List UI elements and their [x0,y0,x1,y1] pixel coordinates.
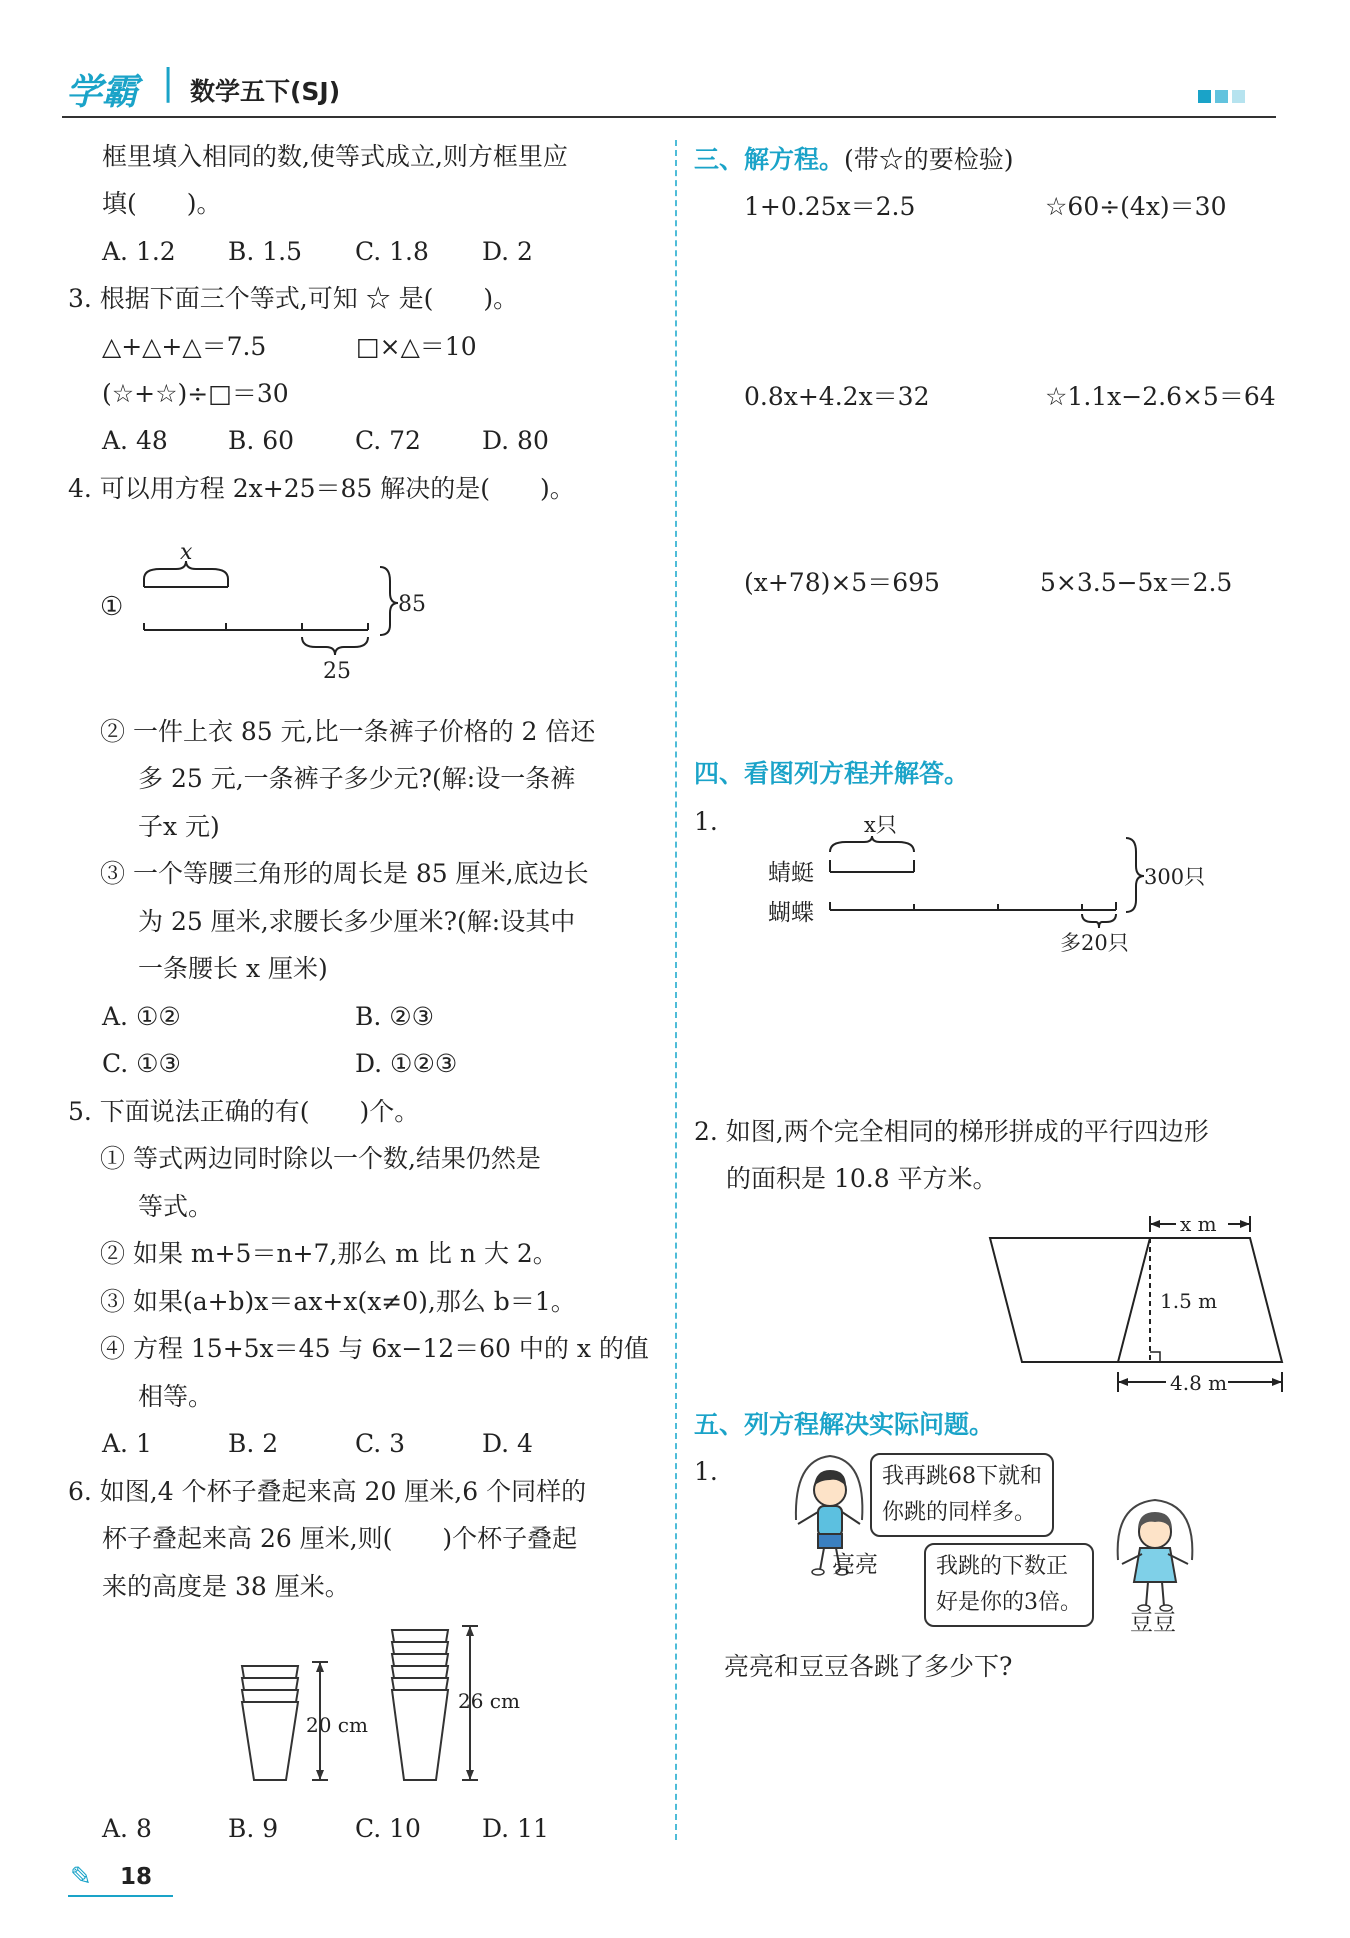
q5-stem: 5. 下面说法正确的有( )个。 [68,1097,420,1126]
20-brace [1082,914,1116,928]
q5-s4-line1: ④ 方程 15+5x＝45 与 6x−12＝60 中的 x 的值 [100,1334,649,1363]
cup-stack-6 [392,1630,448,1780]
footer-rule [68,1895,173,1897]
q2-option-d: D. 2 [482,237,533,266]
bubble1-line2: 你跳的同样多。 [882,1500,1037,1525]
section3-subtitle: (带☆的要检验) [844,145,1014,174]
q4-fig-85-label: 85 [398,592,426,617]
q4-fig-marker: ① [100,592,124,622]
q4-item3-line1: ③ 一个等腰三角形的周长是 85 厘米,底边长 [100,859,589,888]
q4-item3-line2: 为 25 厘米,求腰长多少厘米?(解:设其中 [138,907,576,936]
q4-item2-line2: 多 25 元,一条裤子多少元?(解:设一条裤 [138,764,576,793]
fig-300-label: 300只 [1144,865,1206,889]
q5-option-c: C. 3 [355,1429,406,1458]
fig-15-label: 1.5 m [1160,1289,1218,1313]
q4-stem: 4. 可以用方程 2x+25＝85 解决的是( )。 [68,474,575,503]
header [0,0,1350,120]
q2-option-a: A. 1.2 [102,237,176,266]
speech-bubble-girl [924,1543,1094,1627]
q4-option-a: A. ①② [102,1002,181,1031]
q5-option-d: D. 4 [482,1429,533,1458]
q5-s3: ③ 如果(a+b)x＝ax+x(x≠0),那么 b＝1。 [100,1287,576,1316]
fig-butterfly-label: 蝴蝶 [768,900,814,926]
s3-eq5: (x+78)×5＝695 [744,568,940,597]
name-liangliang: 亮亮 [832,1552,878,1578]
q6-line1: 6. 如图,4 个杯子叠起来高 20 厘米,6 个同样的 [68,1477,587,1506]
q4-segment-diagram [90,535,450,690]
name-doudou: 豆豆 [1130,1610,1176,1636]
s4-q2-parallelogram-figure [980,1210,1290,1395]
q5-option-b: B. 2 [228,1429,279,1458]
q2-line1: 框里填入相同的数,使等式成立,则方框里应 [102,142,568,171]
s3-eq1: 1+0.25x＝2.5 [744,192,916,221]
q4-item2-line3: 子x 元) [138,812,220,841]
s5-q1-number: 1. [694,1457,718,1486]
section3-title: 三、解方程。(带☆的要检验) [694,145,1014,174]
q3-option-a: A. 48 [102,426,168,455]
q2-option-c: C. 1.8 [355,237,429,266]
q4-85-brace [380,567,398,635]
trapezoid-split [1118,1238,1150,1362]
s4-q1-number: 1. [694,807,718,836]
q6-fig-20-label: 20 cm [306,1713,368,1737]
header-rule [62,116,1276,118]
q3-option-c: C. 72 [355,426,421,455]
q4-x-brace [144,561,228,579]
q4-fig-25-label: 25 [323,659,351,684]
q3-eq2: □×△＝10 [356,332,477,361]
q3-option-d: D. 80 [482,426,549,455]
fig-xm-label: x m [1180,1212,1217,1236]
q6-option-b: B. 9 [228,1814,279,1843]
s4-q2-line1: 2. 如图,两个完全相同的梯形拼成的平行四边形 [694,1117,1209,1146]
s4-q1-segment-diagram [760,808,1210,958]
cup-stack-4 [242,1666,298,1780]
q4-option-c: C. ①③ [102,1049,181,1078]
q3-eq1: △+△+△＝7.5 [102,332,267,361]
girl-illustration [1110,1490,1200,1620]
fig-48-label: 4.8 m [1170,1371,1228,1395]
fig-dragonfly-label: 蜻蜓 [768,860,814,886]
q6-line2: 杯子叠起来高 26 厘米,则( )个杯子叠起 [102,1524,578,1553]
book-title: 数学五下(SJ) [190,77,341,106]
q6-option-c: C. 10 [355,1814,421,1843]
q3-option-b: B. 60 [228,426,295,455]
speech-bubble-boy [870,1453,1054,1537]
q3-stem: 3. 根据下面三个等式,可知 ☆ 是( )。 [68,284,519,313]
q6-cups-figure [230,1622,530,1792]
bubble2-line2: 好是你的3倍。 [936,1590,1082,1615]
parallelogram-outline [990,1238,1282,1362]
q6-fig-26-label: 26 cm [458,1689,520,1713]
s3-eq4: ☆1.1x−2.6×5＝64 [1045,382,1276,411]
q4-fig-x-label: x [180,540,193,565]
q4-25-brace [302,637,368,655]
q5-s2: ② 如果 m+5＝n+7,那么 m 比 n 大 2。 [100,1239,558,1268]
header-squares [1198,88,1245,107]
fig-20-label: 多20只 [1060,931,1129,955]
header-divider: | [162,62,175,103]
q4-option-d: D. ①②③ [355,1049,458,1078]
q2-line2: 填( )。 [102,189,222,218]
q5-s1-line2: 等式。 [138,1192,214,1221]
q2-option-b: B. 1.5 [228,237,303,266]
q6-option-d: D. 11 [482,1814,549,1843]
q6-line3: 来的高度是 38 厘米。 [102,1572,350,1601]
q4-option-b: B. ②③ [355,1002,435,1031]
q4-item3-line3: 一条腰长 x 厘米) [138,954,328,983]
section5-title: 五、列方程解决实际问题。 [694,1410,995,1439]
s3-eq6: 5×3.5−5x＝2.5 [1040,568,1233,597]
page-number: 18 [120,1864,153,1890]
q5-s1-line1: ① 等式两边同时除以一个数,结果仍然是 [100,1144,541,1173]
s3-eq2: ☆60÷(4x)＝30 [1045,192,1227,221]
fig-x-label: x只 [864,813,897,837]
x-brace [830,836,914,852]
s4-q2-line2: 的面积是 10.8 平方米。 [726,1164,998,1193]
column-divider [675,140,677,1840]
s3-eq3: 0.8x+4.2x＝32 [744,382,930,411]
s5-q1-question: 亮亮和豆豆各跳了多少下? [724,1652,1013,1681]
q3-eq3: (☆+☆)÷□＝30 [102,379,289,408]
q5-option-a: A. 1 [102,1429,152,1458]
q4-item2-line1: ② 一件上衣 85 元,比一条裤子价格的 2 倍还 [100,717,596,746]
bubble1-line1: 我再跳68下就和 [882,1464,1042,1489]
q6-option-a: A. 8 [102,1814,152,1843]
q5-s4-line2: 相等。 [138,1382,214,1411]
section4-title: 四、看图列方程并解答。 [694,759,970,788]
pencil-icon: ✎ [70,1862,92,1892]
bubble2-line1: 我跳的下数正 [936,1554,1069,1579]
brand-logo: 学霸 [66,72,139,113]
300-brace [1126,838,1144,912]
